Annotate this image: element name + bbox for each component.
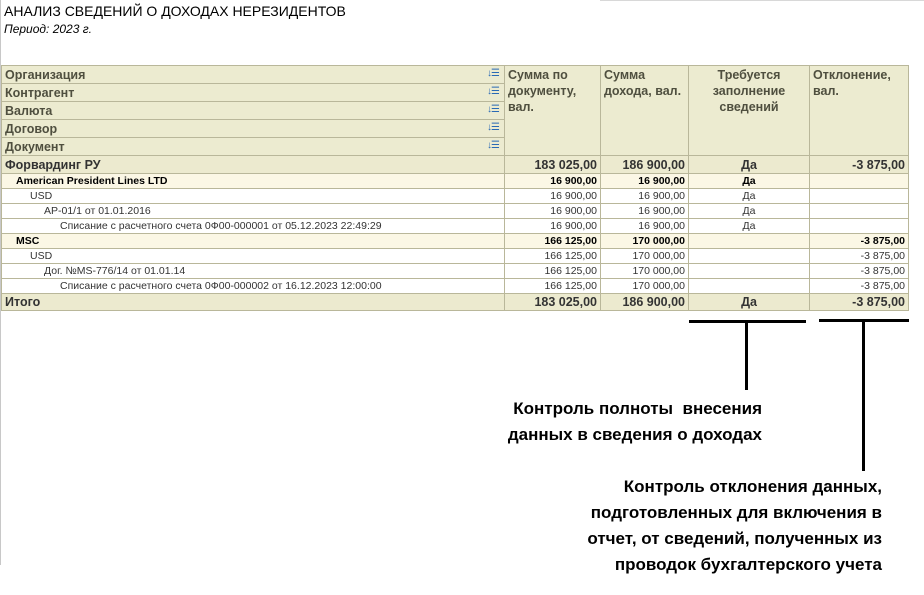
row-label: USD: [2, 189, 505, 204]
table-row-contract[interactable]: [2, 204, 909, 219]
required-cell: [689, 279, 810, 294]
grouping-header-organization[interactable]: Организация ↓☰: [2, 66, 505, 84]
row-label: USD: [2, 249, 505, 264]
table-row-total[interactable]: [2, 294, 909, 311]
column-header-income-sum[interactable]: Сумма дохода, вал.: [601, 66, 689, 156]
sort-icon[interactable]: ↓☰: [487, 139, 499, 151]
doc-sum-cell: 16 900,00: [505, 219, 601, 234]
doc-sum-cell: 16 900,00: [505, 204, 601, 219]
deviation-cell: -3 875,00: [810, 156, 909, 174]
income-sum-cell: 170 000,00: [601, 279, 689, 294]
required-cell: Да: [689, 174, 810, 189]
doc-sum-cell: 166 125,00: [505, 234, 601, 249]
table-row-document[interactable]: [2, 279, 909, 294]
deviation-cell: -3 875,00: [810, 279, 909, 294]
doc-sum-cell: 16 900,00: [505, 174, 601, 189]
table-row-counterparty[interactable]: [2, 174, 909, 189]
row-label: Форвардинг РУ: [2, 156, 505, 174]
row-label: MSC: [2, 234, 505, 249]
column-header-doc-sum[interactable]: Сумма по документу, вал.: [505, 66, 601, 156]
annotation-deviation-line: Контроль отклонения данных,: [623, 477, 882, 496]
header-row: [2, 66, 909, 84]
doc-sum-cell: 166 125,00: [505, 264, 601, 279]
deviation-cell: [810, 219, 909, 234]
annotation-deviation-line: отчет, от сведений, полученных из: [587, 529, 882, 548]
grouping-header-counterparty[interactable]: Контрагент ↓☰: [2, 84, 505, 102]
total-required: Да: [689, 294, 810, 311]
annotation-completeness-line: данных в сведения о доходах: [507, 425, 762, 444]
annotation-deviation-line: проводок бухгалтерского учета: [614, 555, 882, 574]
row-label: AP-01/1 от 01.01.2016: [2, 204, 505, 219]
annotation-completeness: [470, 396, 762, 448]
grouping-header-contract[interactable]: Договор ↓☰: [2, 120, 505, 138]
income-sum-cell: 16 900,00: [601, 174, 689, 189]
required-cell: [689, 249, 810, 264]
callout-line-deviation-vertical: [862, 319, 865, 471]
required-cell: Да: [689, 189, 810, 204]
deviation-cell: [810, 174, 909, 189]
annotation-deviation-line: подготовленных для включения в: [590, 503, 882, 522]
column-header-required[interactable]: Требуется заполнение сведений: [689, 66, 810, 156]
report-title: АНАЛИЗ СВЕДЕНИЙ О ДОХОДАХ НЕРЕЗИДЕНТОВ: [4, 3, 346, 19]
income-sum-cell: 16 900,00: [601, 219, 689, 234]
report-table: [1, 65, 909, 311]
doc-sum-cell: 166 125,00: [505, 249, 601, 264]
doc-sum-cell: 16 900,00: [505, 189, 601, 204]
grouping-header-document[interactable]: Документ ↓☰: [2, 138, 505, 156]
deviation-cell: [810, 189, 909, 204]
annotation-completeness-line: Контроль полноты внесения: [513, 399, 762, 418]
sort-icon[interactable]: ↓☰: [487, 121, 499, 133]
required-cell: Да: [689, 156, 810, 174]
row-label: Списание с расчетного счета 0Ф00-000001 от 05.12.2023 22:49:29: [2, 219, 505, 234]
income-sum-cell: 16 900,00: [601, 204, 689, 219]
required-cell: [689, 264, 810, 279]
total-income-sum: 186 900,00: [601, 294, 689, 311]
sort-icon[interactable]: ↓☰: [487, 103, 499, 115]
income-sum-cell: 170 000,00: [601, 249, 689, 264]
callout-line-completeness-vertical: [745, 320, 748, 390]
report-period: Период: 2023 г.: [4, 22, 92, 36]
required-cell: Да: [689, 204, 810, 219]
income-sum-cell: 170 000,00: [601, 264, 689, 279]
column-header-deviation[interactable]: Отклонение, вал.: [810, 66, 909, 156]
table-row-currency[interactable]: [2, 249, 909, 264]
deviation-cell: [810, 204, 909, 219]
deviation-cell: -3 875,00: [810, 249, 909, 264]
deviation-cell: -3 875,00: [810, 234, 909, 249]
deviation-cell: -3 875,00: [810, 264, 909, 279]
doc-sum-cell: 166 125,00: [505, 279, 601, 294]
row-label: Дог. №MS-776/14 от 01.01.14: [2, 264, 505, 279]
income-sum-cell: 170 000,00: [601, 234, 689, 249]
income-sum-cell: 16 900,00: [601, 189, 689, 204]
doc-sum-cell: 183 025,00: [505, 156, 601, 174]
income-sum-cell: 186 900,00: [601, 156, 689, 174]
grouping-header-currency[interactable]: Валюта ↓☰: [2, 102, 505, 120]
total-doc-sum: 183 025,00: [505, 294, 601, 311]
annotation-deviation: [520, 474, 882, 578]
table-row-currency[interactable]: [2, 189, 909, 204]
sort-icon[interactable]: ↓☰: [487, 85, 499, 97]
required-cell: [689, 234, 810, 249]
table-row-organization[interactable]: [2, 156, 909, 174]
required-cell: Да: [689, 219, 810, 234]
sort-icon[interactable]: ↓☰: [487, 67, 499, 79]
table-row-counterparty[interactable]: [2, 234, 909, 249]
row-label: American President Lines LTD: [2, 174, 505, 189]
total-deviation: -3 875,00: [810, 294, 909, 311]
table-row-contract[interactable]: [2, 264, 909, 279]
table-row-document[interactable]: [2, 219, 909, 234]
page-top-border: [600, 0, 924, 1]
row-label: Списание с расчетного счета 0Ф00-000002 от 16.12.2023 12:00:00: [2, 279, 505, 294]
total-label: Итого: [2, 294, 505, 311]
